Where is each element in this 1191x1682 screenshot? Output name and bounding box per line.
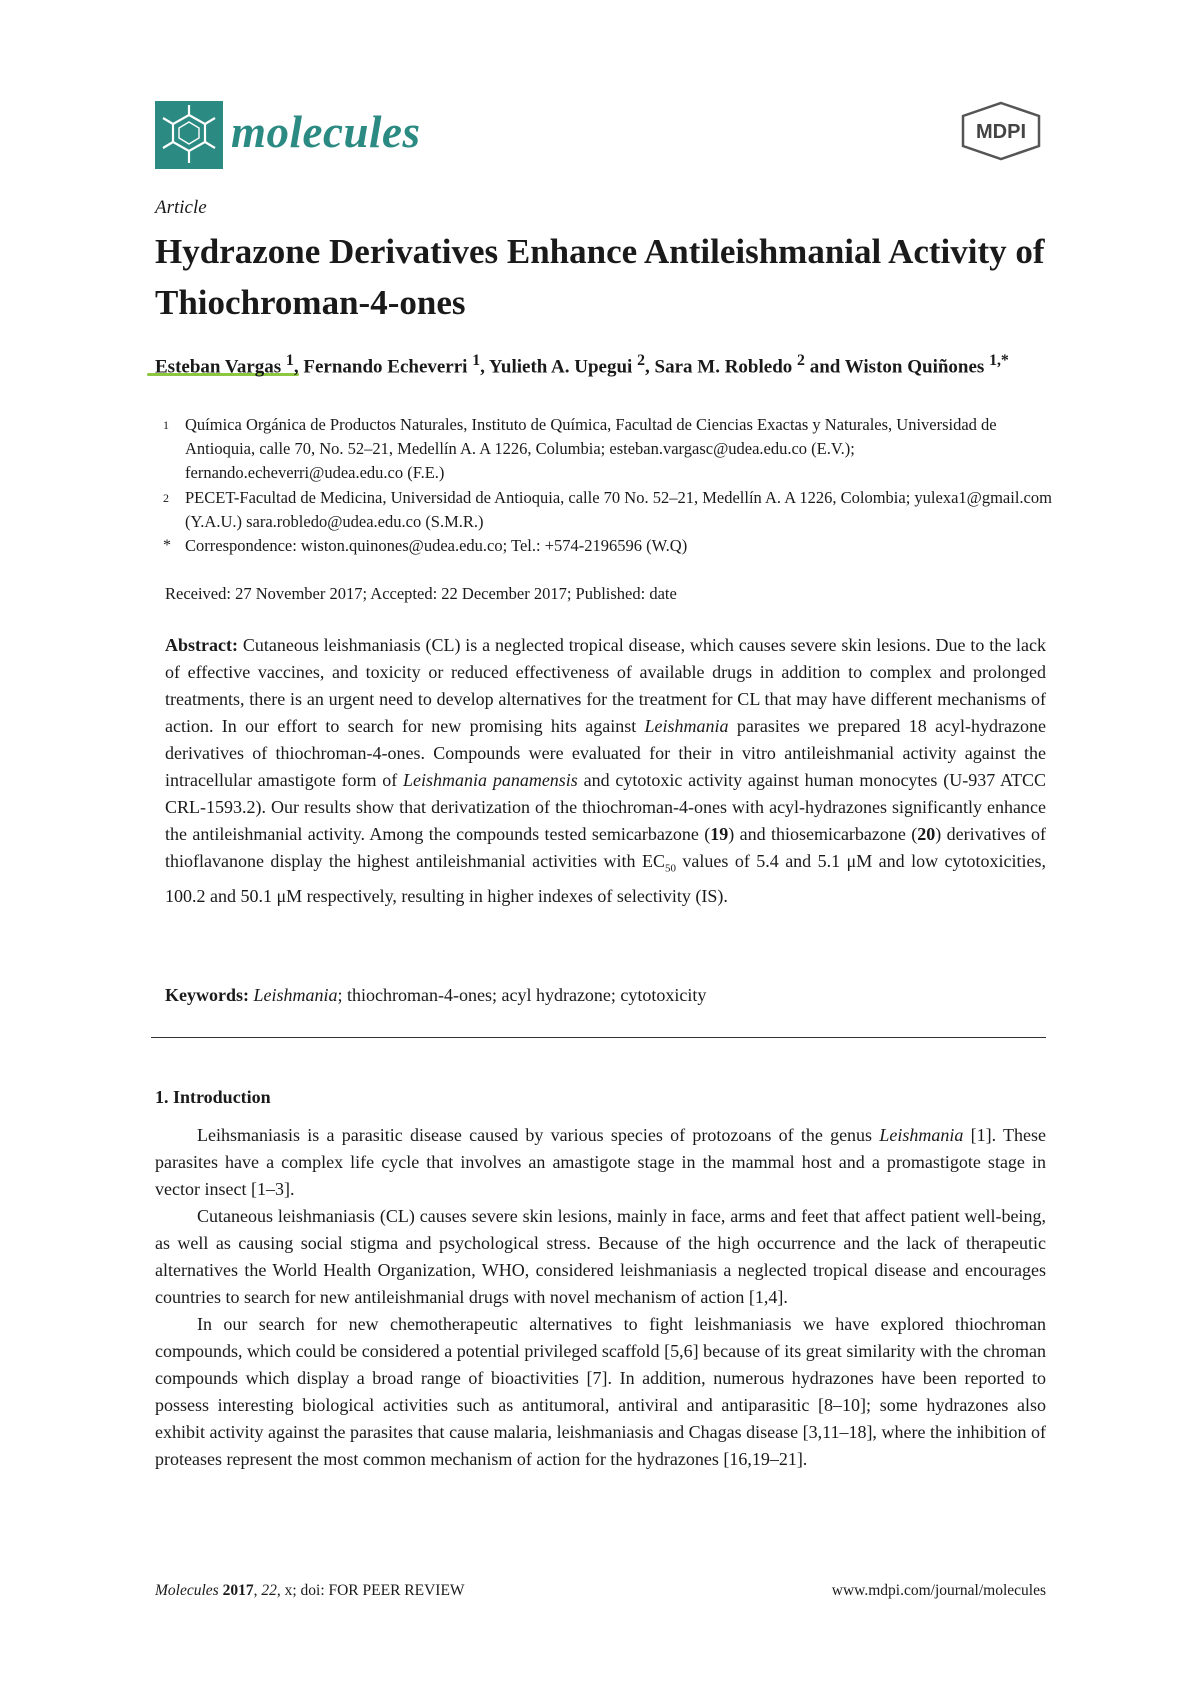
author-name: Fernando Echeverri — [303, 356, 468, 378]
abstract-italic: Leishmania panamensis — [403, 770, 578, 790]
affiliation-mark: 1 — [163, 418, 169, 432]
affiliation-mark: * — [163, 537, 171, 554]
footer-volume: 22 — [261, 1582, 277, 1599]
author-affiliation-mark: 1 — [285, 352, 294, 369]
affiliation-text: PECET-Facultad de Medicina, Universidad de Antioquia, calle 70 No. 52–21, Medellín A. A 1226, Colombia; yulexa1@gmail.com (Y.A.U.) sara.robledo@udea.edu.co (S.M.R.) — [185, 488, 1052, 531]
author-conjunction: and — [809, 356, 841, 378]
footer-year: 2017 — [222, 1582, 254, 1599]
abstract-text: ) derivatives of thioflavanone display the highest antileishmanial activities with EC — [165, 824, 1046, 871]
abstract-text: Cutaneous leishmaniasis (CL) is a neglected tropical disease, which causes severe skin lesions. Due to the lack of effective vaccines, and toxicity or reduced effectiveness of available drugs in addition to complex and prolonged treatments, there is an urgent need to develop alternatives for the treatment for CL that may have different mechanisms of action. In our effort to search for new promising hits against — [165, 635, 1046, 736]
paragraph: In our search for new chemotherapeutic alternatives to fight leishmaniasis we have explored thiochroman compounds, which could be considered a potential privileged scaffold [5,6] because of its great similarity with the chroman compounds which display a broad range of bioactivities [7]. In addition, numerous hydrazones have been reported to possess interesting biological activities such as antitumoral, antiviral and antiparasitic [8–10]; some hydrazones also exhibit activity against the parasites that cause malaria, leishmaniasis and Chagas disease [3,11–18], where the inhibition of proteases represent the most common mechanism of action for the hydrazones [16,19–21]. — [155, 1314, 1046, 1469]
abstract-text: ) and thiosemicarbazone ( — [728, 824, 918, 844]
paragraph-text: Leihsmaniasis is a parasitic disease caused by various species of protozoans of the genus — [197, 1125, 880, 1145]
author-name: Wiston Quiñones — [844, 356, 985, 378]
author-affiliation-mark: 1,* — [989, 352, 1009, 369]
compound-number: 19 — [710, 824, 729, 844]
author-name: Yulieth A. Upegui — [488, 356, 633, 378]
correspondence-text: Correspondence: wiston.quinones@udea.edu.co; Tel.: +574-2196596 (W.Q) — [185, 536, 688, 555]
page-title: Hydrazone Derivatives Enhance Antileishmanial Activity of Thiochroman-4-ones — [155, 232, 1045, 322]
abstract-label: Abstract: — [165, 635, 238, 655]
footer-journal: Molecules — [155, 1582, 219, 1599]
publication-dates: Received: 27 November 2017; Accepted: 22 December 2017; Published: date — [165, 584, 677, 603]
molecule-structure-icon — [155, 101, 223, 169]
publisher-logo — [956, 100, 1046, 162]
affiliation-mark: 2 — [163, 491, 169, 505]
affiliation-item — [163, 413, 1063, 485]
mdpi-logo-icon — [956, 100, 1046, 162]
footer-url: www.mdpi.com/journal/molecules — [831, 1582, 1046, 1599]
affiliation-item — [163, 486, 1063, 534]
journal-logo-icon — [155, 101, 223, 169]
abstract-text: values of 5.4 and 5.1 μM and low cytotoxicities, 100.2 and 50.1 μM respectively, resulting in higher indexes of selectivity (IS). — [165, 851, 1046, 906]
footer-citation: Molecules 2017, 22, x; doi: FOR PEER REVIEW — [155, 1582, 465, 1599]
correspondence-item — [163, 534, 1063, 558]
author-affiliation-mark: 1 — [472, 352, 481, 369]
footer-doi: , x; doi: FOR PEER REVIEW — [276, 1582, 465, 1599]
affiliation-text: Química Orgánica de Productos Naturales, Instituto de Química, Facultad de Ciencias Exactas y Naturales, Universidad de Antioquia, calle 70, No. 52–21, Medellín A. A 1226, Columbia; esteban.vargasc@udea.edu.co (E.V.); fernando.echeverri@udea.edu.co (F.E.) — [185, 415, 997, 482]
author-name: Sara M. Robledo — [654, 356, 793, 378]
paragraph-italic: Leishmania — [879, 1125, 964, 1145]
paragraph: Cutaneous leishmaniasis (CL) causes severe skin lesions, mainly in face, arms and feet that affect patient well-being, as well as causing social stigma and psychological stress. Because of the high occurrence and the lack of therapeutic alternatives the World Health Organization, WHO, considered leishmaniasis a neglected tropical disease and encourages countries to search for new antileishmanial drugs with novel mechanism of action [1,4]. — [155, 1206, 1046, 1307]
compound-number: 20 — [917, 824, 936, 844]
abstract — [165, 632, 1046, 910]
paragraph — [155, 1122, 1046, 1203]
keyword-italic: Leishmania — [253, 985, 338, 1005]
author-affiliation-mark: 2 — [637, 352, 646, 369]
abstract-text: parasites we prepared 18 acyl-hydrazone derivatives of thiochroman-4-ones. Compounds were evaluated for their in vitro antileishmanial activity against the intracellular amastigote form of — [165, 716, 1046, 790]
svg-text:MDPI: MDPI — [976, 121, 1026, 143]
author-affiliation-mark: 2 — [797, 352, 805, 369]
article-type: Article — [155, 197, 207, 218]
paragraph-text: [1]. These parasites have a complex life cycle that involves an amastigote stage in the mammal host and a promastigote stage in vector insect [1–3]. — [155, 1125, 1046, 1199]
keywords — [165, 982, 1046, 1009]
author-list: Esteban Vargas $^1$, Fernando Echeverri $^1$, Yulieth A. Upegui $^2$, Sara M. Robledo $^2$ and Wiston Quiñones $^{1,*}$ — [155, 352, 1009, 378]
abstract-italic: Leishmania — [644, 716, 729, 736]
section-heading: 1. Introduction — [155, 1087, 271, 1107]
keywords-label: Keywords: — [165, 985, 249, 1005]
abstract-text: and cytotoxic activity against human monocytes (U-937 ATCC CRL-1593.2). Our results show that derivatization of the thiochroman-4-ones with acyl-hydrazones significantly enhance the antileishmanial activity. Among the compounds tested semicarbazone ( — [165, 770, 1046, 844]
subscript: 50 — [664, 862, 676, 875]
author-name: Esteban Vargas — [155, 356, 282, 378]
section-divider — [151, 1037, 1046, 1038]
keywords-text: ; thiochroman-4-ones; acyl hydrazone; cytotoxicity — [337, 985, 707, 1005]
introduction-body — [155, 1122, 1046, 1473]
journal-name: molecules — [231, 107, 421, 157]
